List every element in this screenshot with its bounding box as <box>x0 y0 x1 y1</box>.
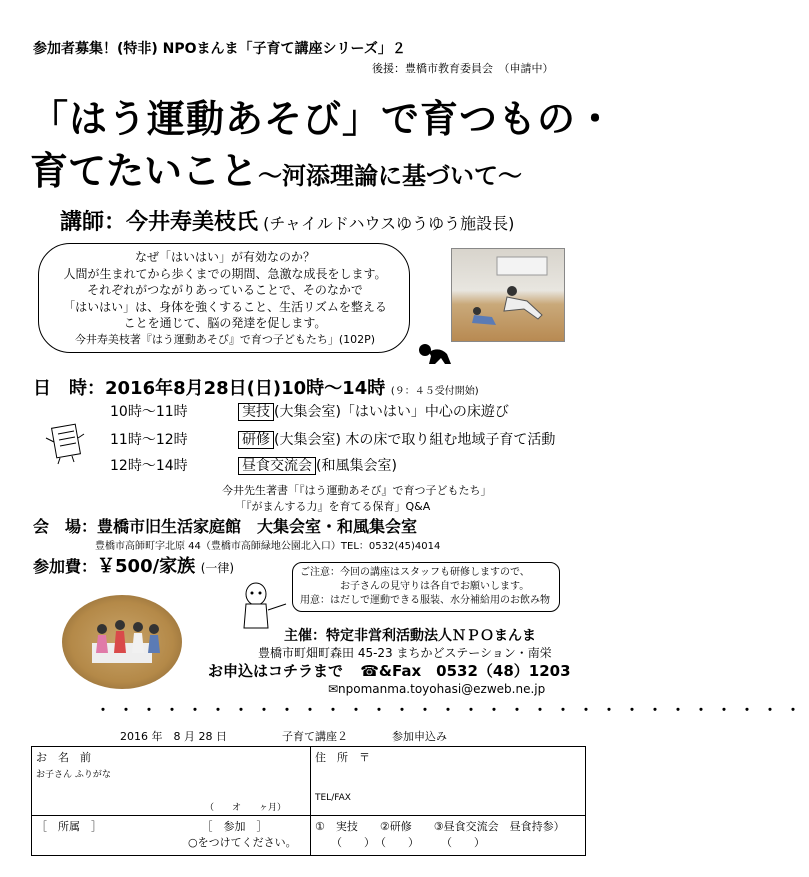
schedule-desc: (大集会室)「はいはい」中心の床遊び <box>274 404 509 420</box>
children-figures <box>62 595 182 689</box>
quote-line: ことを通じて、脳の発達を促します。 <box>123 316 327 330</box>
org-participate-cell[interactable] <box>32 816 311 856</box>
fee-label: 参加費： <box>33 557 98 576</box>
fee-note: (一律) <box>200 561 235 575</box>
schedule-row <box>110 455 397 475</box>
notice-line: 用意：はだしで運動できる服装、水分補給用のお飲み物 <box>300 595 550 606</box>
venue-line <box>33 514 417 537</box>
options-line: ① 実技 ②研修 ③昼食交流会 昼食持参） <box>315 820 565 833</box>
quote-line: それぞれがつながりあっていることで、そのなかで <box>87 283 363 297</box>
quote-line: なぜ「はいはい」が有効なのか？ <box>134 250 315 264</box>
org-label: ［ 所属 ］ <box>36 820 102 833</box>
options-parens: （ ） （ ） （ ） <box>331 836 485 849</box>
organizer-email: ✉npomanma.toyohasi@ezweb.ne.jp <box>328 682 546 696</box>
application-form <box>31 746 586 856</box>
fee-value: ￥500/家族 <box>97 556 196 577</box>
npo-mascot-icon <box>236 580 276 640</box>
form-course: 子育て講座２ <box>282 730 348 743</box>
crawling-figures <box>452 249 564 341</box>
reception-time: (９：４５受付開始) <box>390 386 479 397</box>
venue-value: 豊橋市旧生活家庭館 大集会室・和風集会室 <box>97 517 418 536</box>
quote-text <box>52 249 398 348</box>
cut-line: ・・・・・・・・・・・・・・・・・・・・・・・・・・・・・・・ <box>96 703 809 719</box>
schedule-row <box>110 401 509 421</box>
fee-line <box>33 552 234 578</box>
schedule-desc: (和風集会室) <box>316 458 397 474</box>
schedule-time: 12時～14時 <box>110 458 188 474</box>
notice-text <box>300 566 550 608</box>
participate-label: ［ 参加 ］ <box>201 820 268 833</box>
child-label: お子さん ふりがな <box>36 770 111 780</box>
circle-note: ○をつけてください。 <box>188 836 297 849</box>
organizer-address: 豊橋市町畑町森田 45-23 まちかどステーション・南栄 <box>258 646 552 660</box>
quote-citation: 今井寿美枝著『はう運動あそび』で育つ子どもたち」(102P) <box>74 332 376 346</box>
books-line2: 「『がまんする力』を育てる保育」Q&A <box>235 500 431 513</box>
notebook-mascot-icon <box>44 420 84 464</box>
lecturer-affiliation: (チャイルドハウスゆうゆう施設長) <box>263 214 515 233</box>
lecturer-name: 講師：今井寿美枝氏 <box>60 210 259 235</box>
org-participate-labels <box>36 818 306 834</box>
lecturer-line <box>60 205 514 236</box>
apply-label: お申込はコチラまで <box>208 662 344 680</box>
schedule-tag: 昼食交流会 <box>238 457 316 475</box>
date-line <box>33 374 479 400</box>
date-value: 2016年8月28日(日)10時～14時 <box>105 378 386 399</box>
notice-line: ご注意：今回の講座はスタッフも研修しますので、 <box>300 567 530 578</box>
schedule-time: 11時～12時 <box>110 432 188 448</box>
main-title-line2 <box>30 140 522 195</box>
schedule-desc: (大集会室) 木の床で取り組む地域子育て活動 <box>274 432 556 448</box>
crawling-photo-top <box>451 248 565 342</box>
date-label: 日 時： <box>33 378 105 399</box>
address-label: 住 所 〒 <box>315 751 370 764</box>
venue-label: 会 場： <box>33 517 98 536</box>
quote-line: 「はいはい」は、身体を強くすること、生活リズムを整える <box>63 299 387 314</box>
title-sub-part: ～河添理論に基づいて～ <box>258 162 523 190</box>
organizer-name: 主催：特定非営利活動法人ＮＰＯまんま <box>284 628 536 644</box>
organizer-contact <box>208 660 571 681</box>
schedule-tag: 研修 <box>238 431 274 449</box>
age-label: （ オ ヶ月） <box>204 803 286 813</box>
tel-label: TEL/FAX <box>315 793 351 803</box>
form-date: 2016 年 8 月 28 日 <box>120 730 227 743</box>
title-main-part: 育てたいこと <box>30 149 259 193</box>
schedule-time: 10時～11時 <box>110 404 188 420</box>
books-line1: 今井先生著書「『はう運動あそび』で育つ子どもたち」 <box>222 484 492 497</box>
name-label: お 名 前 <box>36 751 91 764</box>
sponsor-text: 後援：豊橋市教育委員会 （申請中） <box>372 62 554 75</box>
name-cell[interactable] <box>32 747 311 816</box>
schedule-row <box>110 429 555 449</box>
series-header: 参加者募集！(特非) NPOまんま「子育て講座シリーズ」２ <box>33 41 406 57</box>
phone-fax: ☎&Fax 0532（48）1203 <box>360 662 571 680</box>
main-title-line1: 「はう運動あそび」で育つもの・ <box>30 97 616 141</box>
schedule-tag: 実技 <box>238 403 274 421</box>
notice-line: お子さんの見守りは各自でお願いします。 <box>340 581 530 592</box>
options-cell[interactable] <box>311 816 586 856</box>
venue-address: 豊橋市高師町字北原 44（豊橋市高師緑地公園北入口）TEL：0532(45)4014 <box>95 541 441 552</box>
activity-photo-bottom <box>62 595 182 689</box>
form-title: 参加申込み <box>392 730 447 743</box>
quote-line: 人間が生まれてから歩くまでの期間、急激な成長をします。 <box>63 266 387 281</box>
crawling-baby-icon <box>415 340 455 368</box>
address-cell[interactable] <box>311 747 586 816</box>
